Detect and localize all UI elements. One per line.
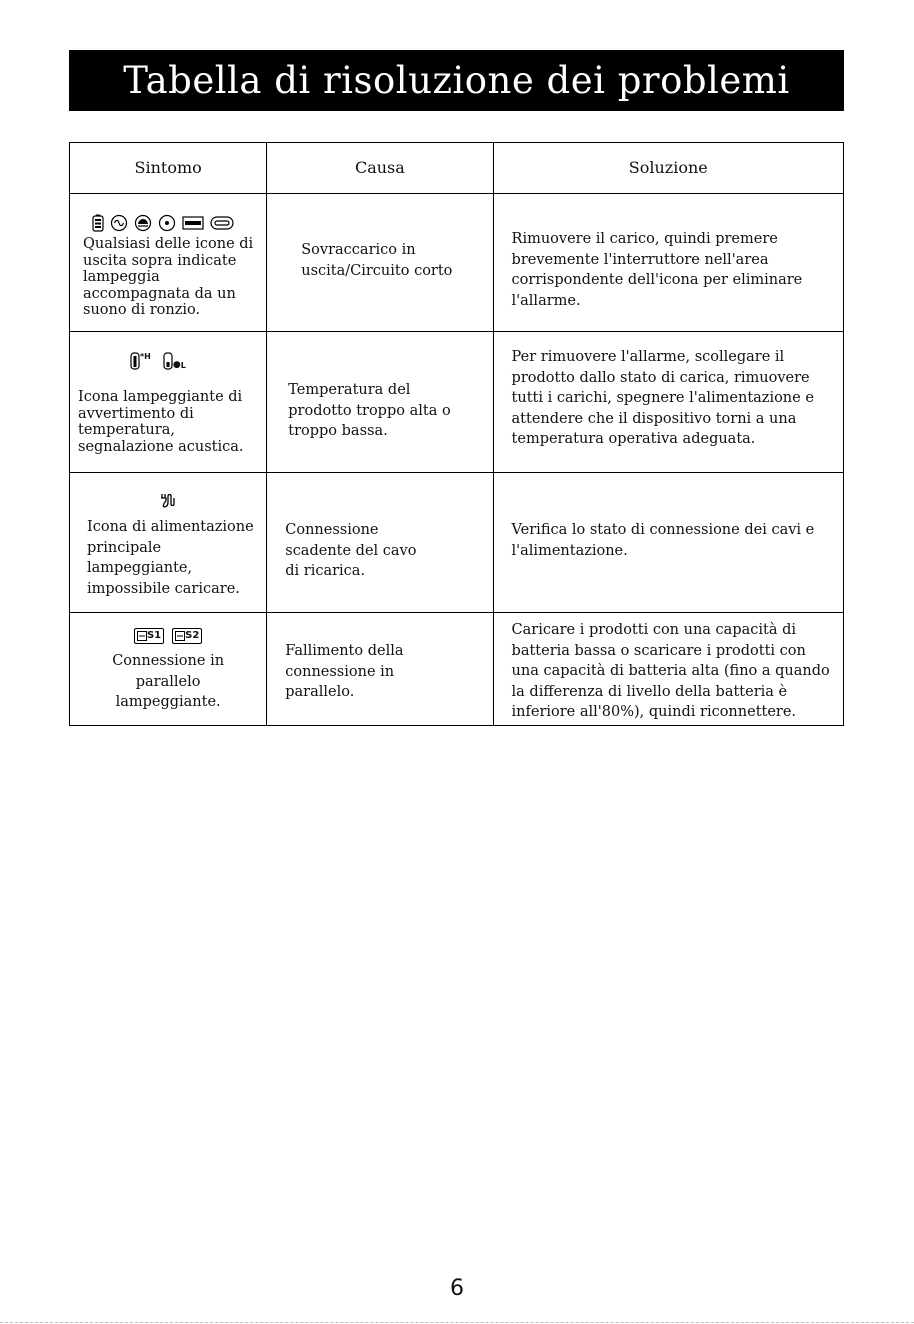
causa-text: Connessione scadente del cavo di ricarica.: [285, 522, 417, 579]
table-row: [70, 194, 844, 332]
page-number: 6: [450, 1276, 464, 1301]
causa-text: Fallimento della connessione in parallelo.: [285, 643, 404, 700]
usb-a-icon: [182, 216, 204, 230]
soluzione-text: Rimuovere il carico, quindi premere brevemente l'interruttore nell'area corrispondente dell'icona per eliminare l'allarme.: [511, 231, 803, 309]
causa-cell: [267, 194, 493, 332]
dc-output-icon: [134, 214, 152, 232]
power-plug-icon: [159, 491, 177, 509]
sintomo-text: Qualsiasi delle icone di uscita sopra indicate lampeggia accompagnata da un suono di ronzio.: [83, 236, 254, 318]
output-icons: [83, 212, 258, 234]
header-soluzione: Soluzione: [493, 143, 843, 194]
header-causa: Causa: [267, 143, 493, 194]
soluzione-cell: [493, 332, 843, 473]
table-row: [70, 332, 844, 473]
sintomo-cell: [70, 332, 267, 473]
parallel-icons: [78, 625, 258, 647]
battery-icon: [92, 214, 104, 232]
parallel-s2-label: S2: [185, 630, 200, 641]
soluzione-cell: [493, 613, 843, 726]
temperature-icons: [78, 350, 258, 372]
troubleshooting-table: [69, 142, 844, 726]
sintomo-cell: [70, 194, 267, 332]
parallel-s2-icon: [172, 628, 202, 644]
bottom-rule: [0, 1322, 914, 1323]
table-row: [70, 473, 844, 613]
header-sintomo: Sintomo: [70, 143, 267, 194]
parallel-s1-label: S1: [146, 630, 162, 641]
temperature-low-icon: ● L: [163, 352, 186, 370]
sintomo-text: Icona lampeggiante di avvertimento di temperatura, segnalazione acustica.: [78, 389, 244, 455]
parallel-s1-icon: [134, 628, 164, 644]
sintomo-text: Connessione in parallelo lampeggiante.: [112, 653, 225, 710]
causa-cell: [267, 613, 493, 726]
sintomo-cell: [70, 613, 267, 726]
title-bar: [69, 50, 844, 111]
sintomo-text: Icona di alimentazione principale lampeggiante, impossibile caricare.: [87, 519, 254, 597]
soluzione-cell: [493, 194, 843, 332]
power-icons: [87, 489, 262, 511]
usb-c-icon: [210, 216, 234, 230]
temperature-low-label: L: [180, 361, 186, 370]
table-header-row: [70, 143, 844, 194]
causa-cell: [267, 473, 493, 613]
car-port-icon: [158, 214, 176, 232]
soluzione-text: Verifica lo stato di connessione dei cavi e l'alimentazione.: [511, 522, 815, 559]
ac-output-icon: [110, 214, 128, 232]
table-row: [70, 613, 844, 726]
soluzione-cell: [493, 473, 843, 613]
causa-cell: [267, 332, 493, 473]
causa-text: Temperatura del prodotto troppo alta o troppo bassa.: [288, 382, 451, 439]
soluzione-text: Per rimuovere l'allarme, scollegare il prodotto dallo stato di carica, rimuovere tutti i carichi, spegnere l'alimentazione e attendere che il dispositivo torni a una temperatura operativa adeguata.: [511, 349, 814, 447]
temperature-high-icon: [130, 352, 151, 370]
causa-text: Sovraccarico in uscita/Circuito corto: [301, 242, 453, 279]
soluzione-text: Caricare i prodotti con una capacità di batteria bassa o scaricare i prodotti con una capacità di batteria alta (fino a quando la differenza di livello della batteria è inferiore all'80%), quindi riconnettere.: [511, 622, 830, 720]
sintomo-cell: [70, 473, 267, 613]
page-title: Tabella di risoluzione dei problemi: [123, 59, 790, 102]
temperature-high-label: *H: [140, 352, 151, 361]
